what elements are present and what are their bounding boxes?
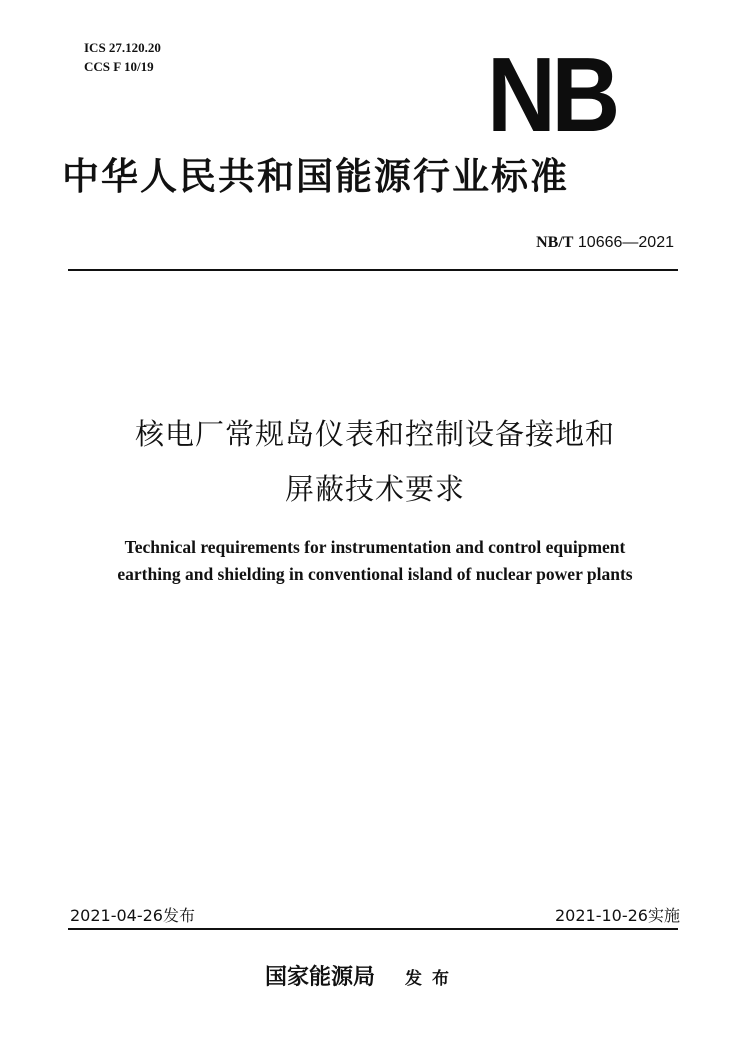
ics-code: ICS 27.120.20: [84, 40, 161, 55]
title-en-line-2: earthing and shielding in conventional island of nuclear power plants: [117, 564, 633, 584]
standard-number-prefix: NB/T: [536, 234, 574, 251]
issuer-name: 国家能源局: [265, 965, 376, 990]
title-zh-line-2: 屏蔽技术要求: [284, 472, 465, 506]
footer-divider: [68, 928, 678, 930]
standard-number-value: 10666—2021: [577, 234, 674, 251]
header-divider: [68, 269, 678, 271]
issue-date: 2021-04-26发布: [70, 906, 195, 925]
issuer: [265, 963, 459, 994]
implementation-date: 2021-10-26实施: [555, 906, 680, 925]
issuer-action: 发布: [405, 969, 460, 989]
nb-logo: NB: [487, 36, 616, 154]
standard-category-title: 中华人民共和国能源行业标准: [62, 155, 569, 198]
title-zh-line-1: 核电厂常规岛仪表和控制设备接地和: [134, 417, 615, 451]
classification-codes: [84, 38, 161, 76]
standard-number: [536, 233, 674, 253]
title-en-line-1: Technical requirements for instrumentation and control equipment: [124, 537, 626, 557]
ccs-code: CCS F 10/19: [84, 59, 154, 74]
